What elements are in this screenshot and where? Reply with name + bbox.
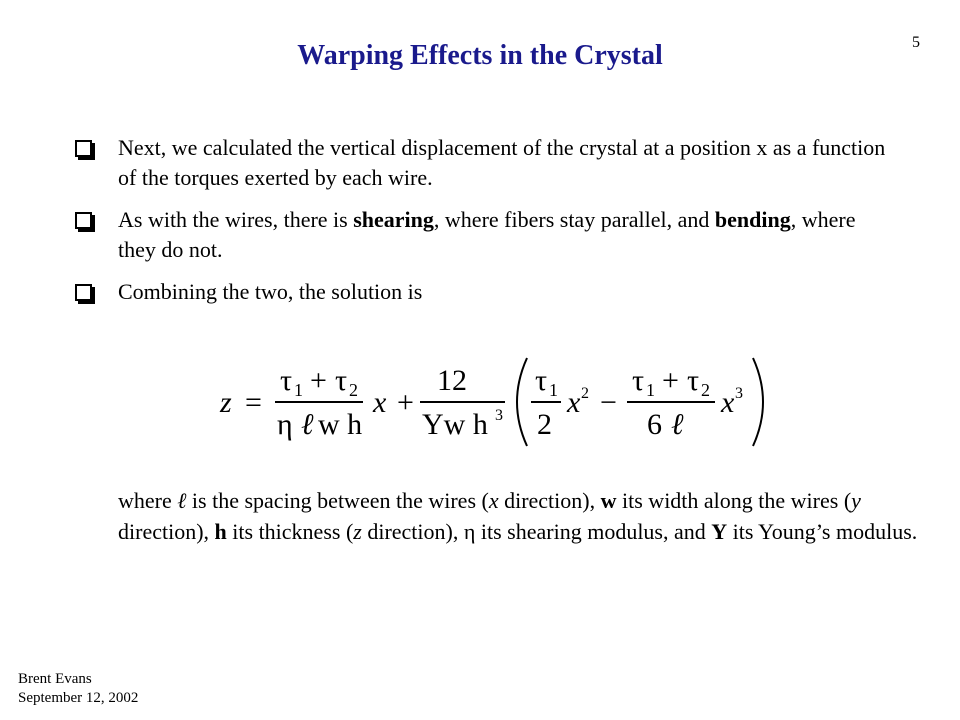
eq-tau1-c: τ <box>632 364 645 397</box>
bullet-item-shearing-bending <box>72 205 892 265</box>
eq-sub2: 2 <box>349 380 358 400</box>
page-number: 5 <box>912 34 920 51</box>
eq-ell: ℓ <box>301 408 314 441</box>
eq-x3: x <box>721 386 735 419</box>
eq-wh: w h <box>318 408 363 441</box>
note-eta: η <box>463 519 476 544</box>
bullet-text: Combining the two, the solution is <box>118 279 423 304</box>
note-text: its width along the wires ( <box>616 488 852 513</box>
eq-ywh: Yw h <box>422 408 488 441</box>
checkbox-bullet-icon <box>75 212 92 229</box>
slide-title: Warping Effects in the Crystal <box>297 40 663 71</box>
note-ell-symbol: ℓ <box>177 488 187 513</box>
eq-sub1-b: 1 <box>549 380 558 400</box>
eq-sub2-c: 2 <box>701 380 710 400</box>
footer-date: September 12, 2002 <box>18 690 139 706</box>
eq-x1: x <box>373 386 387 419</box>
bullet-list <box>72 133 892 319</box>
note-x: x <box>488 488 499 513</box>
note-text: its thickness ( <box>226 519 354 544</box>
eq-six: 6 <box>647 408 662 441</box>
footer-author: Brent Evans <box>18 671 92 687</box>
note-text: direction), <box>498 488 601 513</box>
eq-plus: + <box>310 364 327 397</box>
eq-tau1: τ <box>280 364 293 397</box>
eq-sub1-c: 1 <box>646 380 655 400</box>
bullet-text-pre: As with the wires, there is <box>118 207 354 232</box>
bullet-item-combining <box>72 277 892 307</box>
note-text: its Young’s modulus. <box>727 519 918 544</box>
footer <box>18 670 138 708</box>
eq-right-paren <box>753 358 763 446</box>
eq-equals: = <box>245 386 262 419</box>
eq-sub1: 1 <box>294 380 303 400</box>
eq-plus-3: + <box>662 364 679 397</box>
note-text: direction), <box>118 519 215 544</box>
note-Y: Y <box>711 519 728 544</box>
note-z: z <box>353 519 362 544</box>
eq-tau1-b: τ <box>535 364 548 397</box>
eq-sq: 2 <box>581 385 589 402</box>
eq-twelve: 12 <box>437 364 467 397</box>
variable-definitions <box>118 485 918 547</box>
eq-minus: − <box>600 386 617 419</box>
eq-tau2: τ <box>335 364 348 397</box>
checkbox-bullet-icon <box>75 284 92 301</box>
note-h: h <box>214 519 227 544</box>
note-y: y <box>851 488 861 513</box>
eq-eta: η <box>277 408 293 441</box>
note-text: is the spacing between the wires ( <box>186 488 489 513</box>
checkbox-bullet-icon <box>75 140 92 157</box>
note-text: its shearing modulus, and <box>475 519 712 544</box>
eq-cube-2: 3 <box>735 385 743 402</box>
eq-tau2-c: τ <box>687 364 700 397</box>
eq-two: 2 <box>537 408 552 441</box>
bold-term-bending: bending <box>714 207 791 232</box>
eq-cube: 3 <box>495 407 503 424</box>
eq-plus-2: + <box>397 386 414 419</box>
eq-z: z <box>220 386 232 419</box>
bullet-text-post: , where they do not. <box>118 207 856 262</box>
eq-left-paren <box>517 358 527 446</box>
bullet-text-mid: , where fibers stay parallel, and <box>433 207 715 232</box>
bullet-text: Next, we calculated the vertical displacement of the crystal at a position x as a function of the torques exerted by each wire. <box>118 135 886 190</box>
solution-equation <box>215 352 775 452</box>
eq-ell-2: ℓ <box>671 408 684 441</box>
eq-x2: x <box>567 386 581 419</box>
note-text: direction), <box>361 519 464 544</box>
bold-term-shearing: shearing <box>353 207 434 232</box>
note-text: where <box>118 488 178 513</box>
bullet-item-calculation <box>72 133 892 193</box>
note-w: w <box>600 488 617 513</box>
